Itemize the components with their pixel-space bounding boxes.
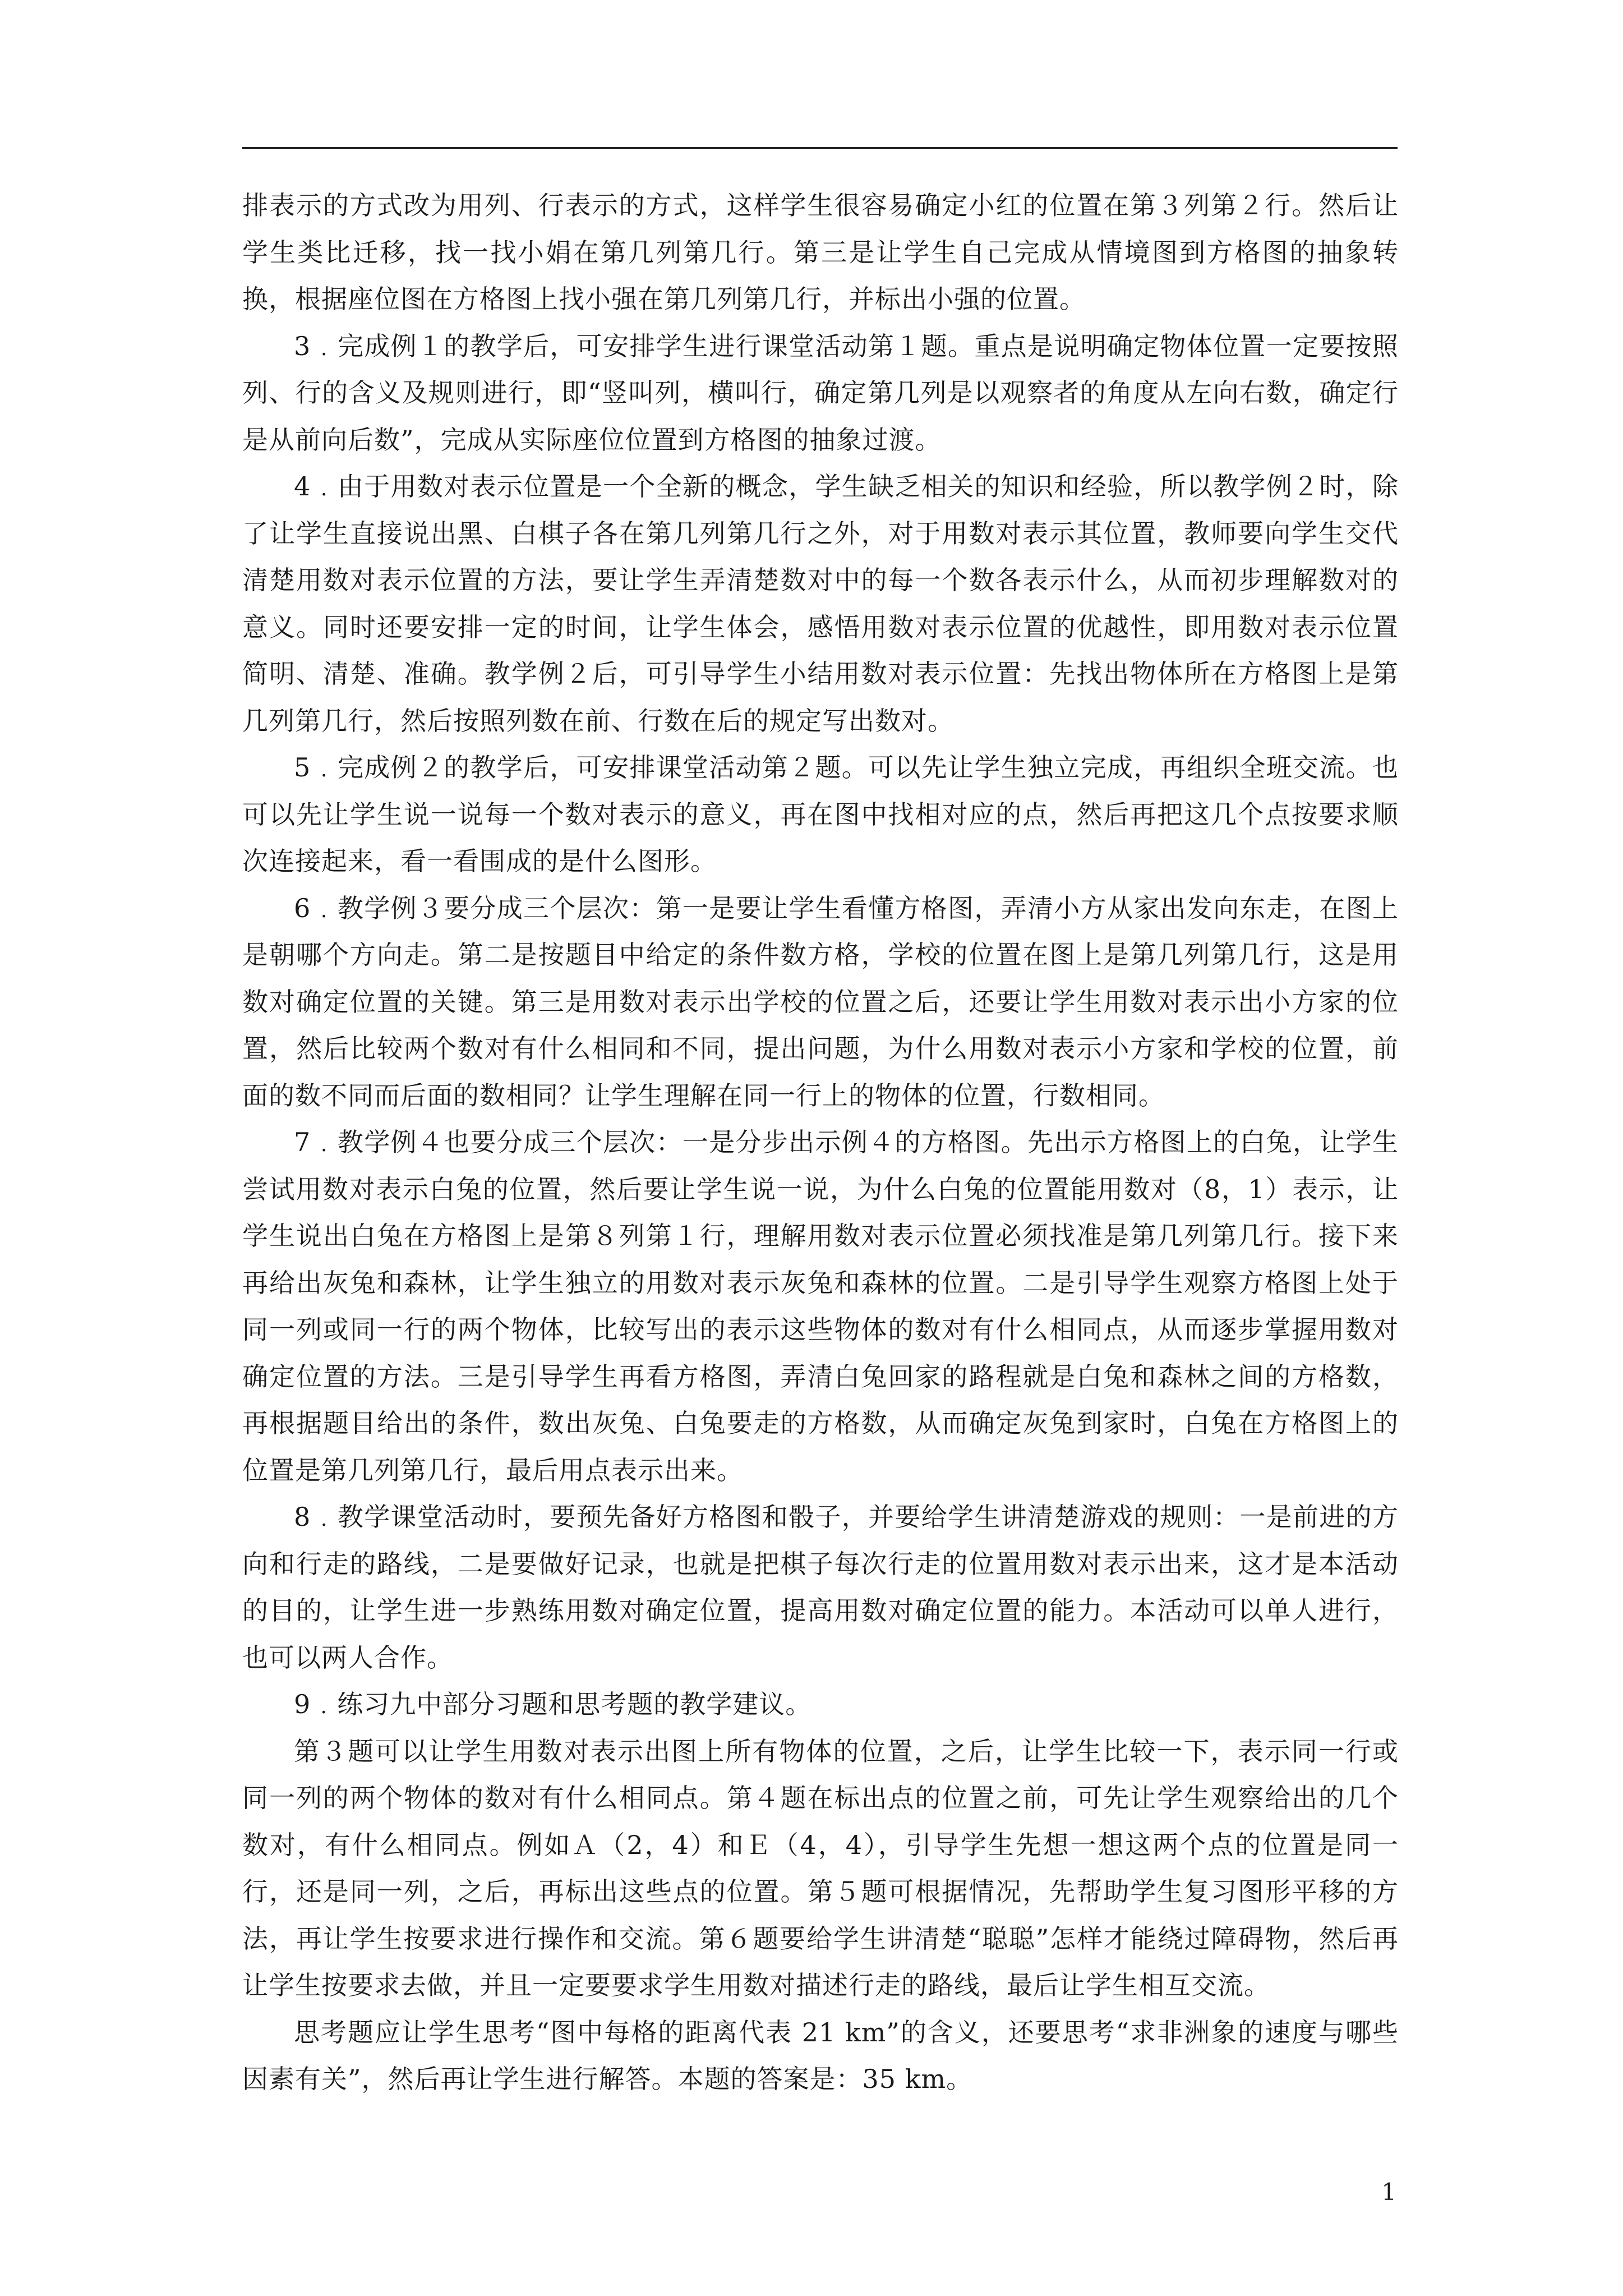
paragraph-thinking-question: 思考题应让学生思考“图中每格的距离代表 21 km”的含义，还要思考“求非洲象的速度与哪些因素有关”，然后再让学生进行解答。本题的答案是：35 km。	[242, 2017, 1399, 2094]
paragraph-item-7: 7﹒教学例４也要分成三个层次：一是分步出示例４的方格图。先出示方格图上的白兔，让学生尝试用数对表示白兔的位置，然后要让学生说一说，为什么白兔的位置能用数对（8，1）表示，让学生说出白兔在方格图上是第８列第１行，理解用数对表示位置必须找准是第几列第几行。接下来再给出灰兔和森林，让学生独立的用数对表示灰兔和森林的位置。二是引导学生观察方格图上处于同一列或同一行的两个物体，比较写出的表示这些物体的数对有什么相同点，从而逐步掌握用数对确定位置的方法。三是引导学生再看方格图，弄清白兔回家的路程就是白兔和森林之间的方格数，再根据题目给出的条件，数出灰兔、白兔要走的方格数，从而确定灰兔到家时，白兔在方格图上的位置是第几列第几行，最后用点表示出来。	[242, 1127, 1399, 1485]
paragraph-continuation: 排表示的方式改为用列、行表示的方式，这样学生很容易确定小红的位置在第３列第２行。然后让学生类比迁移，找一找小娟在第几列第几行。第三是让学生自己完成从情境图到方格图的抽象转换，根据座位图在方格图上找小强在第几列第几行，并标出小强的位置。	[242, 190, 1399, 314]
paragraph-item-4: 4﹒由于用数对表示位置是一个全新的概念，学生缺乏相关的知识和经验，所以教学例２时，除了让学生直接说出黑、白棋子各在第几列第几行之外，对于用数对表示其位置，教师要向学生交代清楚用数对表示位置的方法，要让学生弄清楚数对中的每一个数各表示什么，从而初步理解数对的意义。同时还要安排一定的时间，让学生体会，感悟用数对表示位置的优越性，即用数对表示位置简明、清楚、准确。教学例２后，可引导学生小结用数对表示位置：先找出物体所在方格图上是第几列第几行，然后按照列数在前、行数在后的规定写出数对。	[242, 471, 1399, 736]
paragraph-item-9: 9﹒练习九中部分习题和思考题的教学建议。	[294, 1689, 812, 1719]
page-number: 1	[1381, 2178, 1396, 2206]
paragraph-item-3: 3﹒完成例１的教学后，可安排学生进行课堂活动第１题。重点是说明确定物体位置一定要按照列、行的含义及规则进行，即“竖叫列，横叫行，确定第几列是以观察者的角度从左向右数，确定行是从前向后数”，完成从实际座位位置到方格图的抽象过渡。	[242, 330, 1399, 455]
paragraph-exercise-notes: 第３题可以让学生用数对表示出图上所有物体的位置，之后，让学生比较一下，表示同一行或同一列的两个物体的数对有什么相同点。第４题在标出点的位置之前，可先让学生观察给出的几个数对，有什么相同点。例如Ａ（2，4）和Ｅ（4，4），引导学生先想一想这两个点的位置是同一行，还是同一列，之后，再标出这些点的位置。第５题可根据情况，先帮助学生复习图形平移的方法，再让学生按要求进行操作和交流。第６题要给学生讲清楚“聪聪”怎样才能绕过障碍物，然后再让学生按要求去做，并且一定要要求学生用数对描述行走的路线，最后让学生相互交流。	[242, 1736, 1399, 2000]
paragraph-item-5: 5﹒完成例２的教学后，可安排课堂活动第２题。可以先让学生独立完成，再组织全班交流。也可以先让学生说一说每一个数对表示的意义，再在图中找相对应的点，然后再把这几个点按要求顺次连接起来，看一看围成的是什么图形。	[242, 752, 1399, 876]
header-rule	[242, 147, 1398, 149]
paragraph-item-8: 8﹒教学课堂活动时，要预先备好方格图和骰子，并要给学生讲清楚游戏的规则：一是前进的方向和行走的路线，二是要做好记录，也就是把棋子每次行走的位置用数对表示出来，这才是本活动的目的，让学生进一步熟练用数对确定位置，提高用数对确定位置的能力。本活动可以单人进行，也可以两人合作。	[242, 1502, 1399, 1673]
paragraph-item-6: 6﹒教学例３要分成三个层次：第一是要让学生看懂方格图，弄清小方从家出发向东走，在图上是朝哪个方向走。第二是按题目中给定的条件数方格，学校的位置在图上是第几列第几行，这是用数对确定位置的关键。第三是用数对表示出学校的位置之后，还要让学生用数对表示出小方家的位置，然后比较两个数对有什么相同和不同，提出问题，为什么用数对表示小方家和学校的位置，前面的数不同而后面的数相同？让学生理解在同一行上的物体的位置，行数相同。	[242, 892, 1399, 1111]
document-body	[242, 182, 1399, 2103]
